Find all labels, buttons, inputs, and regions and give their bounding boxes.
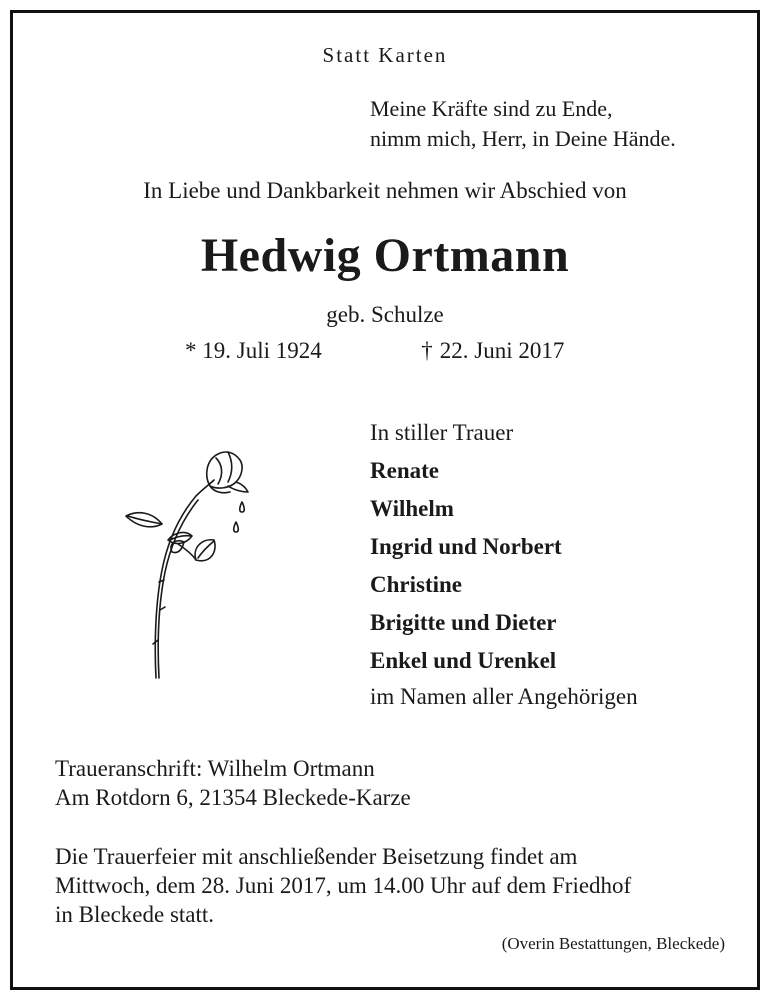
mourner-name: Ingrid und Norbert	[370, 534, 562, 559]
address-line-1: Traueranschrift: Wilhelm Ortmann	[55, 756, 375, 781]
birth-date	[185, 338, 322, 364]
cross-icon: †	[421, 338, 433, 363]
address-line-2: Am Rotdorn 6, 21354 Bleckede-Karze	[55, 785, 411, 810]
ceremony-line-2: Mittwoch, dem 28. Juni 2017, um 14.00 Uhr auf dem Friedhof	[55, 873, 632, 898]
mourners-intro: In stiller Trauer	[370, 420, 514, 445]
birth-name: geb. Schulze	[326, 302, 444, 327]
born-date-text: 19. Juli 1924	[202, 338, 322, 363]
death-date	[420, 338, 564, 364]
mourner-name: Brigitte und Dieter	[370, 610, 557, 635]
rose-icon	[118, 440, 258, 690]
mourner-name: Enkel und Urenkel	[370, 648, 557, 673]
mourner-name: Wilhelm	[370, 496, 454, 521]
funeral-home-credit: (Overin Bestattungen, Bleckede)	[501, 934, 725, 953]
mourner-name: Christine	[370, 572, 462, 597]
deceased-name: Hedwig Ortmann	[200, 229, 570, 282]
ceremony-line-1: Die Trauerfeier mit anschließender Beisetzung findet am	[55, 844, 578, 869]
verse-line-1: Meine Kräfte sind zu Ende,	[370, 96, 613, 121]
intro-text: In Liebe und Dankbarkeit nehmen wir Abschied von	[143, 178, 627, 203]
mourner-name: Renate	[370, 458, 439, 483]
header-statt-karten: Statt Karten	[322, 43, 448, 67]
mourners-outro: im Namen aller Angehörigen	[370, 684, 638, 709]
verse-line-2: nimm mich, Herr, in Deine Hände.	[370, 126, 676, 151]
ceremony-line-3: in Bleckede statt.	[55, 902, 215, 927]
died-date-text: 22. Juni 2017	[439, 338, 565, 363]
born-symbol: *	[185, 338, 197, 363]
